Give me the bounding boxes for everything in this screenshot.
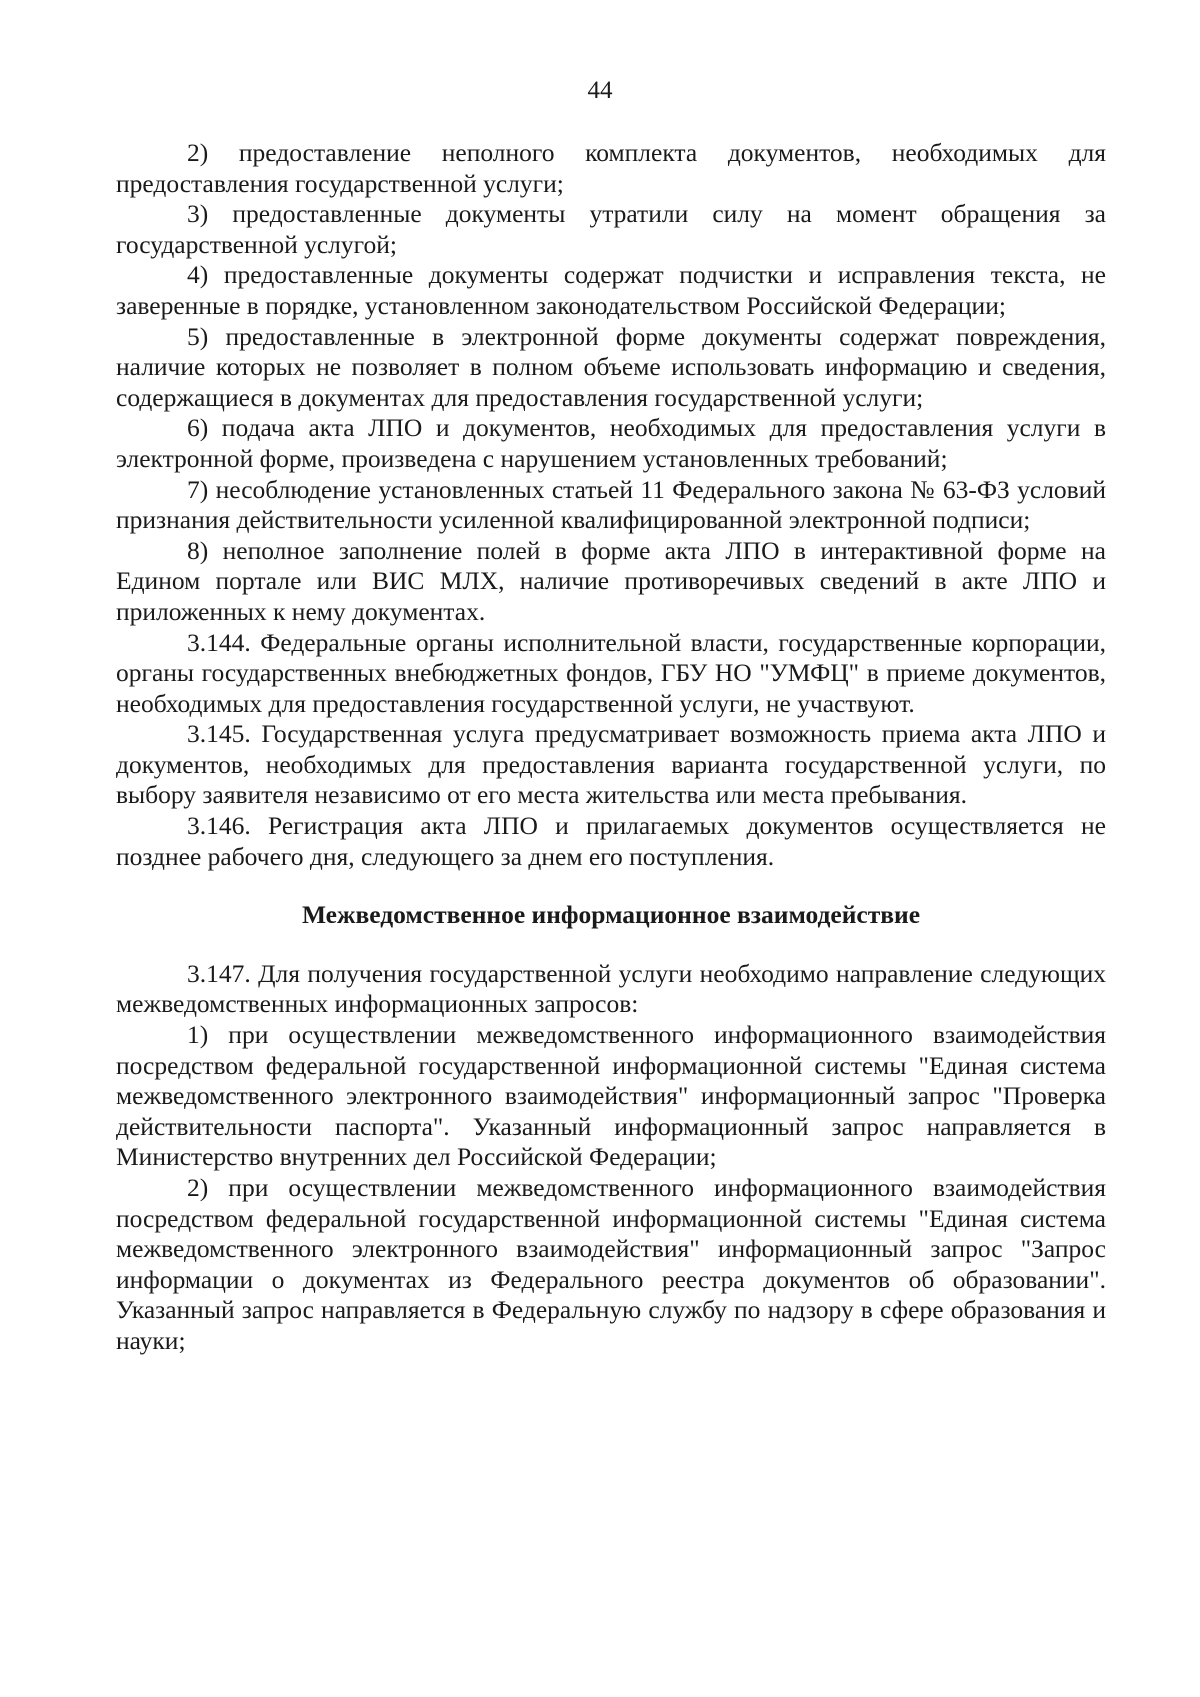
paragraph-item-3: 3) предоставленные документы утратили силу на момент обращения за государственной услугой; bbox=[116, 199, 1106, 259]
paragraph-3-146: 3.146. Регистрация акта ЛПО и прилагаемых документов осуществляется не позднее рабочего дня, следующего за днем его поступления. bbox=[116, 811, 1106, 871]
paragraph-request-1: 1) при осуществлении межведомственного информационного взаимодействия посредством федеральной государственной информационной системы "Единая система межведомственного электронного взаимодействия" информационный запрос "Проверка действительности паспорта". Указанный информационный запрос направляется в Министерство внутренних дел Российской Федерации; bbox=[116, 1020, 1106, 1172]
page-number: 44 bbox=[587, 77, 613, 104]
paragraph-item-2: 2) предоставление неполного комплекта документов, необходимых для предоставления государственной услуги; bbox=[116, 138, 1106, 198]
section-heading: Межведомственное информационное взаимодействие bbox=[301, 900, 921, 930]
paragraph-3-145: 3.145. Государственная услуга предусматривает возможность приема акта ЛПО и документов, необходимых для предоставления варианта государственной услуги, по выбору заявителя независимо от его места жительства или места пребывания. bbox=[116, 719, 1106, 810]
paragraph-request-2: 2) при осуществлении межведомственного информационного взаимодействия посредством федеральной государственной информационной системы "Единая система межведомственного электронного взаимодействия" информационный запрос "Запрос информации о документах из Федерального реестра документов об образовании". Указанный запрос направляется в Федеральную службу по надзору в сфере образования и науки; bbox=[116, 1173, 1106, 1355]
paragraph-item-7: 7) несоблюдение установленных статьей 11 Федерального закона № 63-ФЗ условий признания действительности усиленной квалифицированной электронной подписи; bbox=[116, 474, 1106, 535]
paragraph-3-147: 3.147. Для получения государственной услуги необходимо направление следующих межведомственных информационных запросов: bbox=[116, 958, 1106, 1019]
paragraph-item-8: 8) неполное заполнение полей в форме акта ЛПО в интерактивной форме на Едином портале или ВИС МЛХ, наличие противоречивых сведений в акте ЛПО и приложенных к нему документах. bbox=[116, 535, 1106, 626]
paragraph-item-5: 5) предоставленные в электронной форме документы содержат повреждения, наличие которых не позволяет в полном объеме использовать информацию и сведения, содержащиеся в документах для предоставления государственной услуги; bbox=[116, 321, 1106, 412]
paragraph-item-4: 4) предоставленные документы содержат подчистки и исправления текста, не заверенные в порядке, установленном законодательством Российской Федерации; bbox=[116, 260, 1106, 320]
document-body bbox=[116, 138, 1106, 1357]
paragraph-3-144: 3.144. Федеральные органы исполнительной власти, государственные корпорации, органы государственных внебюджетных фондов, ГБУ НО "УМФЦ" в приеме документов, необходимых для предоставления государственной услуги, не участвуют. bbox=[116, 627, 1106, 718]
paragraph-item-6: 6) подача акта ЛПО и документов, необходимых для предоставления услуги в электронной форме, произведена с нарушением установленных требований; bbox=[116, 413, 1106, 473]
